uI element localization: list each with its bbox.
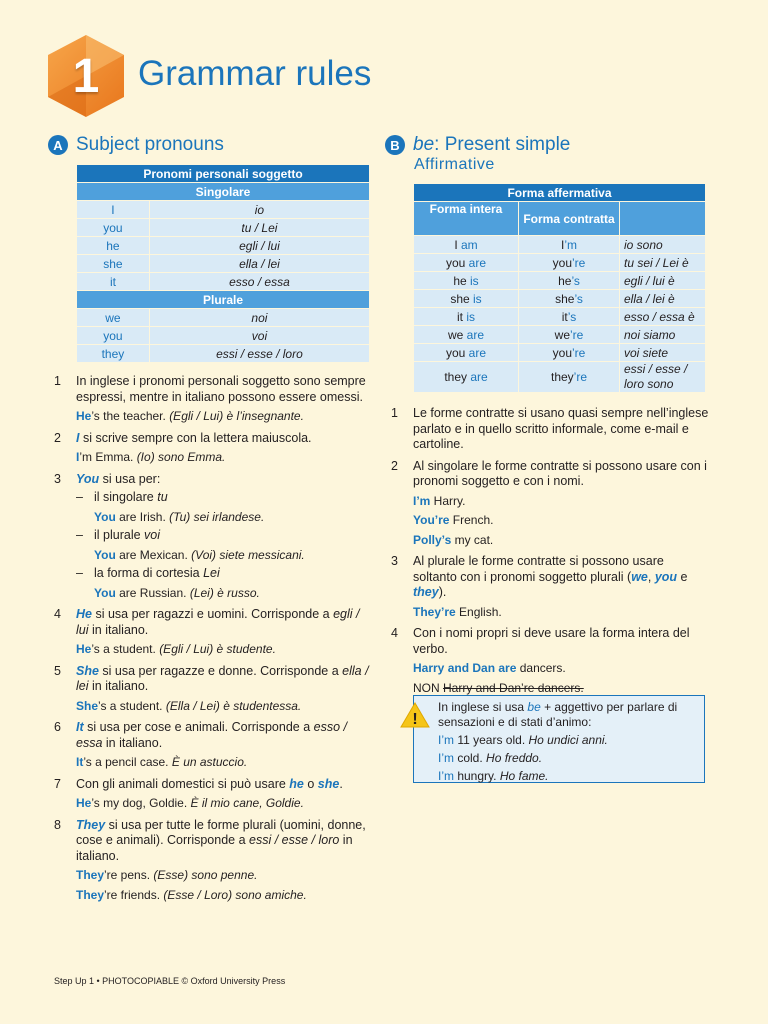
rule-body bbox=[413, 626, 709, 696]
example-subject: She bbox=[76, 698, 99, 713]
pronoun-row bbox=[77, 201, 370, 219]
italian-term: esso / essa bbox=[76, 720, 347, 750]
verb: are bbox=[468, 255, 487, 270]
rule-text bbox=[76, 607, 372, 638]
rule-text-part: ). bbox=[438, 585, 447, 599]
rule-number: 8 bbox=[54, 817, 61, 832]
non-label: NON bbox=[413, 680, 443, 695]
dash-text-part: il plurale bbox=[94, 528, 145, 542]
example bbox=[94, 586, 260, 602]
italian-translation: ella / lei è bbox=[620, 290, 706, 308]
svg-text:!: ! bbox=[412, 711, 418, 728]
italian-pronoun: ella / lei bbox=[149, 255, 369, 273]
section-b-heading bbox=[385, 134, 570, 156]
rule-text bbox=[413, 406, 709, 453]
rule-keyword: you bbox=[654, 569, 678, 584]
be-row bbox=[414, 326, 706, 344]
contraction: ’m bbox=[564, 237, 577, 252]
rule-text-part: in italiano. bbox=[76, 833, 353, 863]
rule-keyword: They bbox=[76, 817, 106, 832]
pronouns-table bbox=[76, 164, 370, 363]
unit-number-badge bbox=[44, 33, 128, 119]
example-subject: You bbox=[94, 509, 116, 524]
rule-body bbox=[413, 459, 709, 549]
rule-text bbox=[413, 459, 709, 490]
example-translation: (Lei) è russo. bbox=[189, 585, 260, 600]
rule-keyword: they bbox=[413, 585, 439, 599]
example-subject: Polly’s bbox=[413, 532, 452, 547]
section-a-title: Subject pronouns bbox=[76, 134, 224, 155]
pronoun: it bbox=[561, 309, 568, 324]
rule-number: 5 bbox=[54, 663, 61, 678]
example-translation: (Ella / Lei) è studentessa. bbox=[165, 698, 302, 713]
rule-item bbox=[54, 607, 372, 658]
example bbox=[76, 642, 372, 658]
example-translation: (Voi) siete messicani. bbox=[191, 547, 305, 562]
rule-body bbox=[76, 664, 372, 715]
example-subject: I bbox=[76, 450, 80, 464]
example bbox=[76, 888, 372, 904]
col-contracted-form: Forma contratta bbox=[519, 202, 620, 236]
pronoun: she bbox=[555, 291, 575, 306]
be-row bbox=[414, 308, 706, 326]
rule-keyword: He bbox=[76, 607, 92, 621]
rule-text bbox=[413, 626, 709, 657]
example bbox=[413, 661, 709, 677]
rule-body bbox=[76, 777, 343, 812]
full-form bbox=[414, 344, 519, 362]
rule-keyword: She bbox=[76, 663, 99, 678]
pronoun-row bbox=[77, 237, 370, 255]
example bbox=[413, 513, 709, 529]
dash-item bbox=[76, 490, 305, 525]
rule-body bbox=[76, 607, 372, 658]
rule-item bbox=[54, 818, 372, 904]
italian-translation: voi siete bbox=[620, 344, 706, 362]
rule-text bbox=[76, 818, 372, 865]
pronoun: we bbox=[447, 327, 467, 342]
rule-number: 4 bbox=[391, 626, 398, 640]
contracted-form bbox=[519, 326, 620, 344]
rule-item bbox=[391, 554, 709, 620]
english-pronoun: we bbox=[77, 309, 150, 327]
example-translation: (Esse / Loro) sono amiche. bbox=[163, 887, 307, 902]
example-text: 11 years old. bbox=[454, 733, 526, 747]
rule-keyword: we bbox=[631, 569, 648, 584]
contraction: ’s bbox=[571, 273, 580, 288]
be-row bbox=[414, 290, 706, 308]
example-translation: Ho fame. bbox=[499, 769, 549, 783]
warning-box bbox=[413, 695, 705, 783]
example-text: ’re pens. bbox=[104, 868, 151, 882]
example-text: hungry. bbox=[454, 769, 497, 783]
rule-text-part: e bbox=[677, 569, 688, 584]
example bbox=[94, 510, 264, 526]
example-translation: Ho freddo. bbox=[486, 751, 543, 765]
warning-example bbox=[438, 769, 698, 784]
warning-keyword: be bbox=[527, 700, 541, 714]
rule-text bbox=[76, 777, 343, 793]
contraction: ’re bbox=[572, 255, 586, 270]
example bbox=[76, 450, 312, 466]
verb: are bbox=[466, 327, 485, 342]
dash-item bbox=[76, 566, 305, 601]
dash-body bbox=[94, 528, 305, 563]
rule-body bbox=[76, 431, 312, 466]
pronoun-row bbox=[77, 219, 370, 237]
rule-item bbox=[54, 374, 372, 425]
warning-text-part: In inglese si usa bbox=[438, 700, 528, 714]
rule-text-part: in italiano. bbox=[88, 622, 149, 637]
italian-term: egli / lui bbox=[76, 607, 360, 637]
rule-item bbox=[54, 664, 372, 715]
rule-item bbox=[391, 459, 709, 549]
rule-text-part: . bbox=[339, 776, 343, 791]
pronoun-row bbox=[77, 273, 370, 291]
be-row bbox=[414, 272, 706, 290]
example-subject: I’m bbox=[438, 733, 454, 747]
example-text: are Irish. bbox=[115, 509, 166, 524]
pronoun: you bbox=[445, 255, 469, 270]
example-translation: (Egli / Lui) è studente. bbox=[159, 642, 276, 656]
singular-label: Singolare bbox=[77, 183, 370, 201]
example-text: cold. bbox=[454, 751, 483, 765]
example-text: ’re friends. bbox=[104, 887, 161, 902]
pronoun: you bbox=[552, 255, 572, 270]
example-subject: Harry and Dan are bbox=[413, 661, 517, 675]
be-row bbox=[414, 254, 706, 272]
verb: is bbox=[473, 291, 482, 306]
italian-term: essi / esse / loro bbox=[249, 833, 340, 847]
rule-number: 1 bbox=[54, 374, 61, 388]
rule-number: 3 bbox=[54, 471, 61, 486]
example-subject: You bbox=[94, 547, 116, 562]
english-pronoun: he bbox=[77, 237, 150, 255]
italian-translation: tu sei / Lei è bbox=[620, 254, 706, 272]
example-translation: (Egli / Lui) è l’insegnante. bbox=[169, 409, 304, 423]
italian-translation: essi / esse / loro sono bbox=[620, 362, 706, 393]
pronoun-row bbox=[77, 327, 370, 345]
example bbox=[76, 699, 372, 715]
contraction: ’s bbox=[567, 309, 577, 324]
example-text: ’s the teacher. bbox=[91, 409, 166, 423]
pronoun-row bbox=[77, 255, 370, 273]
rule-text bbox=[76, 431, 312, 447]
italian-pronoun: tu / Lei bbox=[149, 219, 369, 237]
pronouns-table-title: Pronomi personali soggetto bbox=[77, 165, 370, 183]
rule-text bbox=[76, 664, 372, 695]
verb: am bbox=[461, 237, 478, 252]
rule-number: 2 bbox=[391, 458, 398, 473]
example-subject: They’re bbox=[413, 604, 456, 619]
example-text: ’s a student. bbox=[98, 698, 163, 713]
rule-number: 6 bbox=[54, 720, 61, 734]
rule-item bbox=[391, 406, 709, 453]
warning-text bbox=[438, 700, 698, 730]
dash-body bbox=[94, 566, 260, 601]
be-row bbox=[414, 236, 706, 254]
example-subject: He bbox=[76, 642, 92, 656]
rule-body bbox=[76, 818, 372, 904]
full-form bbox=[414, 308, 519, 326]
english-pronoun: you bbox=[77, 327, 150, 345]
dash-item bbox=[76, 528, 305, 563]
section-b-letter: B bbox=[385, 135, 405, 155]
rule-keyword: It bbox=[76, 720, 84, 734]
pronoun: they bbox=[444, 370, 471, 384]
pronoun-row bbox=[77, 309, 370, 327]
rule-body bbox=[413, 406, 709, 453]
example bbox=[413, 533, 709, 549]
rule-text bbox=[76, 374, 372, 405]
rule-text bbox=[76, 472, 305, 488]
pronoun: it bbox=[456, 309, 467, 324]
example-text: dancers. bbox=[516, 661, 566, 675]
rule-body bbox=[76, 720, 372, 771]
example bbox=[76, 868, 372, 884]
contraction: ’re bbox=[572, 345, 586, 360]
example-translation: (Io) sono Emma. bbox=[136, 450, 226, 464]
verb: is bbox=[470, 273, 479, 288]
example-subject: You bbox=[94, 585, 116, 600]
example-translation: (Esse) sono penne. bbox=[153, 868, 258, 882]
example-subject: It bbox=[76, 755, 84, 769]
rule-text-part: , bbox=[647, 569, 655, 584]
example-text: Harry. bbox=[430, 493, 466, 508]
example-subject: I’m bbox=[438, 769, 454, 783]
rule-text-part: o bbox=[303, 776, 318, 791]
example-subject: I’m bbox=[413, 493, 431, 508]
full-form bbox=[414, 272, 519, 290]
section-b-subtitle: Affirmative bbox=[414, 156, 495, 173]
italian-pronoun: voi bbox=[149, 327, 369, 345]
rule-text-part: Le forme contratte si usano quasi sempre nell’inglese parlato e in quello scritto informale, come e-mail e cartoline. bbox=[413, 406, 709, 451]
pronoun: you bbox=[445, 345, 469, 360]
example bbox=[413, 494, 709, 510]
rule-keyword: I bbox=[76, 430, 80, 445]
english-pronoun: it bbox=[77, 273, 150, 291]
rule-text-part: si usa per: bbox=[99, 471, 161, 486]
pronoun: she bbox=[450, 291, 473, 306]
contracted-form bbox=[519, 236, 620, 254]
example-subject: He bbox=[76, 409, 92, 423]
italian-translation: noi siamo bbox=[620, 326, 706, 344]
full-form bbox=[414, 326, 519, 344]
verb: is bbox=[466, 309, 475, 324]
italian-term: tu bbox=[157, 490, 168, 504]
italian-pronoun: essi / esse / loro bbox=[149, 345, 369, 363]
example bbox=[94, 548, 305, 564]
rule-text-part: Al plurale le forme contratte si possono usare soltanto con i pronomi soggetto plurali ( bbox=[413, 554, 664, 584]
non-example bbox=[413, 681, 709, 697]
full-form bbox=[414, 362, 519, 393]
rule-number: 2 bbox=[54, 430, 61, 445]
pronoun: he bbox=[558, 273, 572, 288]
rule-number: 4 bbox=[54, 607, 61, 621]
rule-item bbox=[54, 777, 372, 812]
english-pronoun: you bbox=[77, 219, 150, 237]
dash: – bbox=[76, 566, 83, 580]
italian-translation: esso / essa è bbox=[620, 308, 706, 326]
rule-text-part: si scrive sempre con la lettera maiuscola. bbox=[79, 430, 312, 445]
example-text: my cat. bbox=[451, 532, 494, 547]
contraction: ’s bbox=[574, 291, 583, 306]
pronoun: we bbox=[554, 327, 570, 342]
pronoun-row bbox=[77, 345, 370, 363]
warning-text-part: + aggettivo per parlare di sensazioni e di stati d’animo: bbox=[438, 700, 678, 729]
rule-item bbox=[391, 626, 709, 696]
example-text: are Mexican. bbox=[115, 547, 188, 562]
example-subject: They bbox=[76, 868, 105, 882]
rule-body bbox=[76, 472, 305, 602]
english-pronoun: she bbox=[77, 255, 150, 273]
rule-text bbox=[76, 720, 372, 751]
example-text: are Russian. bbox=[115, 585, 187, 600]
pronoun: I bbox=[454, 237, 461, 252]
rules-a-list bbox=[54, 374, 372, 909]
be-row bbox=[414, 344, 706, 362]
example bbox=[76, 409, 372, 425]
italian-translation: egli / lui è bbox=[620, 272, 706, 290]
rule-text-part: si usa per ragazzi e uomini. Corrisponde a bbox=[91, 607, 334, 621]
rule-number: 1 bbox=[391, 406, 398, 420]
be-table bbox=[413, 183, 706, 393]
example-subject: You’re bbox=[413, 513, 450, 527]
italian-pronoun: egli / lui bbox=[149, 237, 369, 255]
italian-term: Lei bbox=[203, 566, 220, 580]
contraction: ’re bbox=[573, 370, 588, 384]
verb: are bbox=[470, 370, 488, 384]
page-title: Grammar rules bbox=[138, 54, 372, 93]
verb: are bbox=[468, 345, 487, 360]
col-italian bbox=[620, 202, 706, 236]
contracted-form bbox=[519, 308, 620, 326]
italian-pronoun: esso / essa bbox=[149, 273, 369, 291]
example bbox=[76, 755, 372, 771]
example-translation: È un astuccio. bbox=[171, 755, 248, 769]
rule-text-part: si usa per tutte le forme plurali (uomini, donne, cose e animali). Corrisponde a bbox=[76, 817, 366, 847]
rule-body bbox=[413, 554, 709, 620]
contraction: ’re bbox=[570, 327, 584, 342]
be-table-title: Forma affermativa bbox=[414, 184, 706, 202]
example-subject: He bbox=[76, 796, 92, 810]
pronoun: he bbox=[453, 273, 470, 288]
pronoun: I bbox=[560, 237, 565, 252]
pronoun: they bbox=[550, 370, 574, 384]
unit-number: 1 bbox=[72, 49, 100, 103]
example-subject: I’m bbox=[438, 751, 454, 765]
italian-pronoun: io bbox=[149, 201, 369, 219]
english-pronoun: I bbox=[77, 201, 150, 219]
example bbox=[413, 605, 709, 621]
footer: Step Up 1 • PHOTOCOPIABLE © Oxford University Press bbox=[54, 976, 286, 986]
example-translation: (Tu) sei irlandese. bbox=[169, 509, 265, 524]
contracted-form bbox=[519, 254, 620, 272]
warning-icon bbox=[400, 702, 430, 732]
example-translation: Ho undici anni. bbox=[528, 733, 608, 747]
section-a-letter: A bbox=[48, 135, 68, 155]
full-form bbox=[414, 290, 519, 308]
example-text: ’s a pencil case. bbox=[83, 755, 169, 769]
example-text: ’s my dog, Goldie. bbox=[91, 796, 188, 810]
italian-translation: io sono bbox=[620, 236, 706, 254]
dash-text-part: la forma di cortesia bbox=[94, 566, 204, 580]
rule-text-part: si usa per cose e animali. Corrisponde a bbox=[83, 720, 314, 734]
col-full-form: Forma intera bbox=[414, 202, 519, 236]
rule-keyword: You bbox=[76, 471, 100, 486]
warning-example bbox=[438, 751, 698, 766]
rule-item bbox=[54, 720, 372, 771]
full-form bbox=[414, 254, 519, 272]
rule-text-part: in italiano. bbox=[102, 735, 163, 750]
dash-body bbox=[94, 490, 264, 525]
contracted-form bbox=[519, 362, 620, 393]
full-form bbox=[414, 236, 519, 254]
rule-text-part: Con gli animali domestici si può usare bbox=[76, 776, 290, 791]
rules-b-list bbox=[391, 406, 709, 702]
rule-text-part: In inglese i pronomi personali soggetto sono sempre espressi, mentre in italiano possono essere omessi. bbox=[76, 374, 366, 404]
italian-pronoun: noi bbox=[149, 309, 369, 327]
italian-term: voi bbox=[144, 528, 161, 542]
pronoun: you bbox=[552, 345, 572, 360]
rule-text-part: in italiano. bbox=[88, 679, 149, 693]
contracted-form bbox=[519, 272, 620, 290]
section-b-title-be: be bbox=[413, 134, 435, 155]
warning-example bbox=[438, 733, 698, 748]
contracted-form bbox=[519, 344, 620, 362]
rule-keyword: she bbox=[317, 776, 340, 791]
rule-text-part: Al singolare le forme contratte si possono usare con i pronomi soggetto e con i nomi. bbox=[413, 458, 707, 488]
incorrect-example: Harry and Dan’re dancers. bbox=[443, 680, 584, 695]
rule-body bbox=[76, 374, 372, 425]
rule-text-part: Con i nomi propri si deve usare la forma intera del verbo. bbox=[413, 626, 690, 656]
rule-keyword: he bbox=[289, 776, 304, 791]
dash-text-part: il singolare bbox=[94, 490, 158, 504]
rule-number: 7 bbox=[54, 776, 61, 791]
example-text: French. bbox=[449, 513, 494, 527]
rule-text bbox=[413, 554, 709, 601]
example bbox=[76, 796, 343, 812]
dash-text bbox=[94, 528, 305, 544]
italian-term: ella / lei bbox=[76, 663, 369, 693]
example-text: ’m Emma. bbox=[79, 450, 134, 464]
rule-text-part: si usa per ragazze e donne. Corrisponde a bbox=[98, 663, 343, 678]
example-text: ’s a student. bbox=[91, 642, 156, 656]
be-row bbox=[414, 362, 706, 393]
rule-item bbox=[54, 472, 372, 602]
rule-number: 3 bbox=[391, 554, 398, 568]
dash-text bbox=[94, 490, 264, 506]
english-pronoun: they bbox=[77, 345, 150, 363]
example-subject: They bbox=[76, 887, 105, 902]
contracted-form bbox=[519, 290, 620, 308]
dash: – bbox=[76, 528, 83, 542]
example-translation: È il mio cane, Goldie. bbox=[190, 796, 304, 810]
dash: – bbox=[76, 490, 83, 504]
section-a-heading bbox=[48, 134, 224, 156]
example-text: English. bbox=[455, 604, 502, 619]
rule-item bbox=[54, 431, 372, 466]
plural-label: Plurale bbox=[77, 291, 370, 309]
dash-text bbox=[94, 566, 260, 582]
section-b-title-rest: : Present simple bbox=[434, 134, 571, 155]
